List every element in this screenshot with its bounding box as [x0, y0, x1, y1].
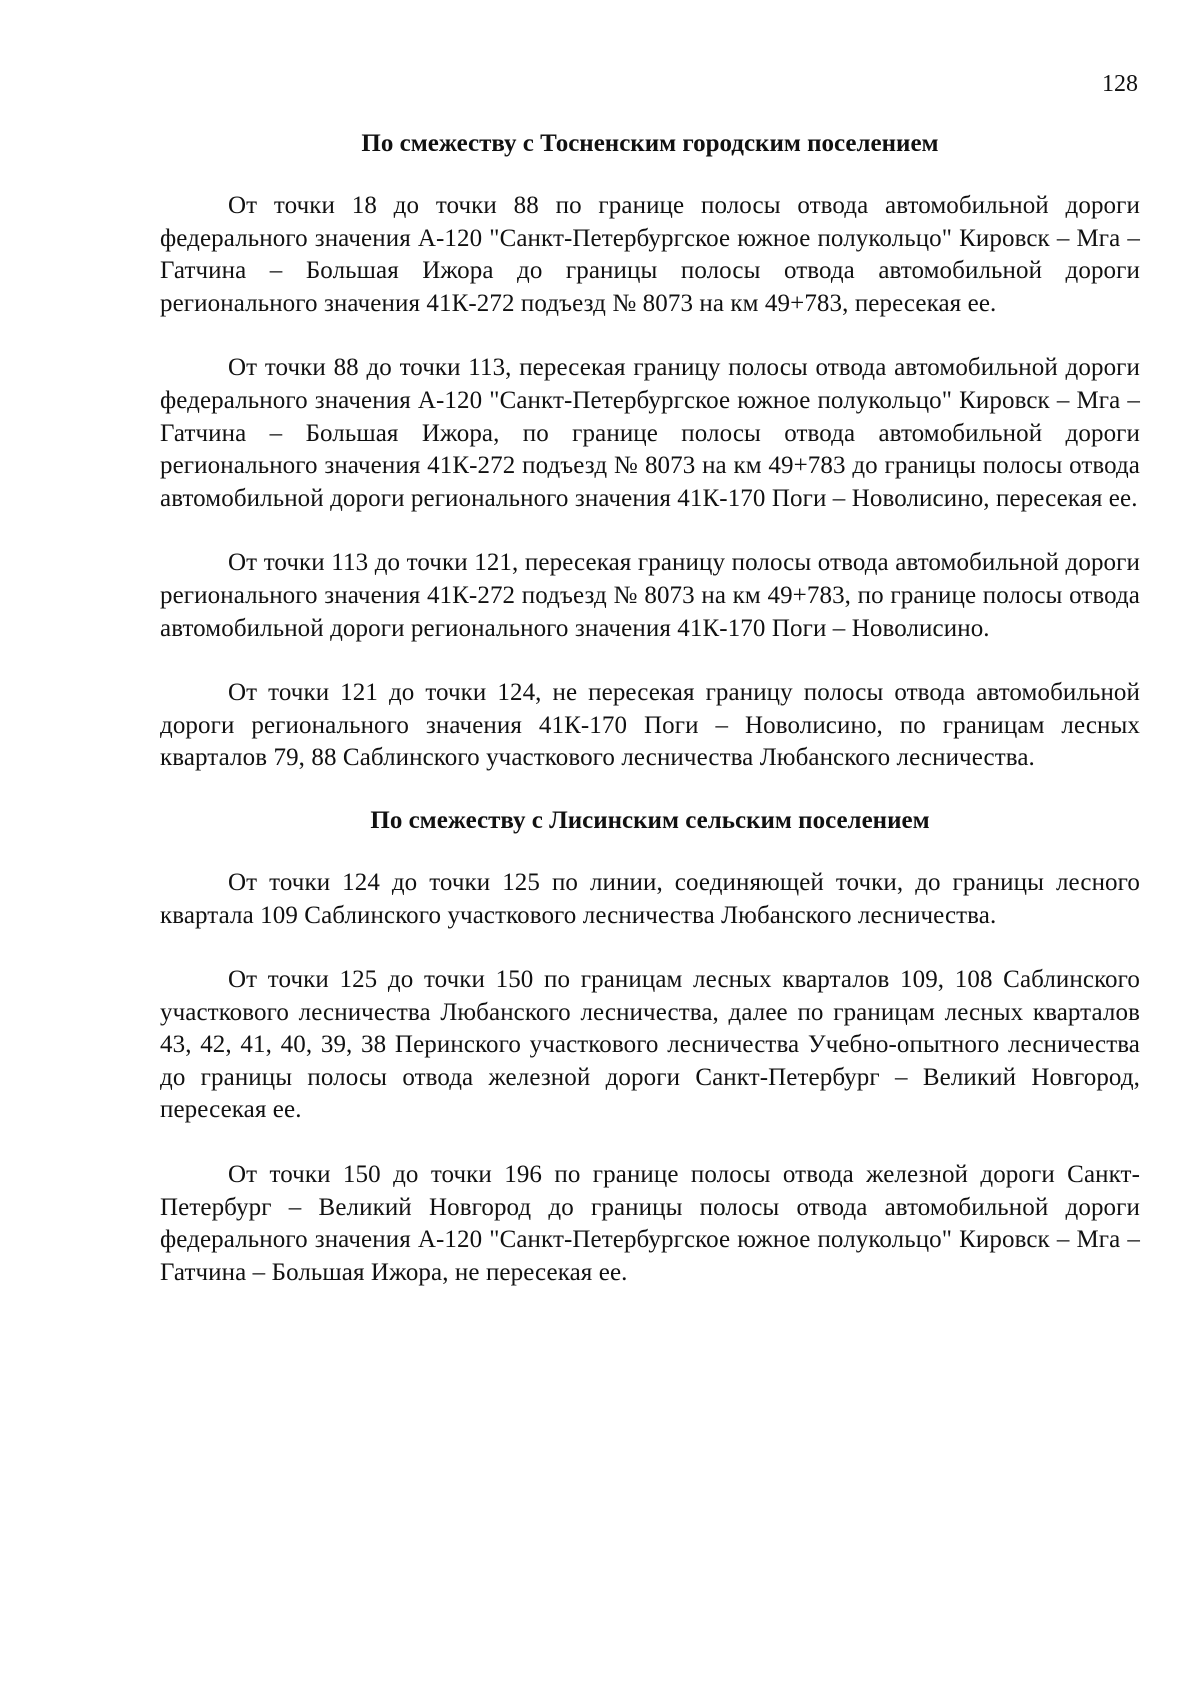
paragraph: От точки 121 до точки 124, не пересекая границу полосы отвода автомобильной дороги регионального значения 41К-170 Поги – Новолисино, по границам лесных кварталов 79, 88 Саблинского участкового лесничества Любанского лесничества. — [160, 679, 1140, 772]
paragraph: От точки 125 до точки 150 по границам лесных кварталов 109, 108 Саблинского участкового лесничества Любанского лесничества, далее по границам лесных кварталов 43, 42, 41, 40, 39, 38 Перинского участкового лесничества Учебно-опытного лесничества до границы полосы отвода железной дороги Санкт-Петербург – Великий Новгород, пересекая ее. — [160, 966, 1140, 1124]
paragraph: От точки 18 до точки 88 по границе полосы отвода автомобильной дороги федерального значения А-120 "Санкт-Петербургское южное полукольцо" Кировск – Мга – Гатчина – Большая Ижора до границы полосы отвода автомобильной дороги регионального значения 41К-272 подъезд № 8073 на км 49+783, пересекая ее. — [160, 192, 1140, 317]
paragraph: От точки 88 до точки 113, пересекая границу полосы отвода автомобильной дороги федерального значения А-120 "Санкт-Петербургское южное полукольцо" Кировск – Мга – Гатчина – Большая Ижора, по границе полосы отвода автомобильной дороги регионального значения 41К-272 подъезд № 8073 на км 49+783 до границы полосы отвода автомобильной дороги регионального значения 41К-170 Поги – Новолисино, пересекая ее. — [160, 354, 1140, 512]
section-lisinskoe — [160, 805, 1140, 1290]
section-tosnenskoe — [160, 128, 1140, 775]
document-body — [160, 128, 1140, 1321]
section-heading: По смежеству с Лисинским сельским поселением — [370, 806, 930, 834]
paragraph: От точки 113 до точки 121, пересекая границу полосы отвода автомобильной дороги регионального значения 41К-272 подъезд № 8073 на км 49+783, по границе полосы отвода автомобильной дороги регионального значения 41К-170 Поги – Новолисино. — [160, 549, 1140, 642]
page-number: 128 — [1102, 71, 1138, 97]
paragraph: От точки 150 до точки 196 по границе полосы отвода железной дороги Санкт-Петербург – Великий Новгород до границы полосы отвода автомобильной дороги федерального значения А-120 "Санкт-Петербургское южное полукольцо" Кировск – Мга – Гатчина – Большая Ижора, не пересекая ее. — [160, 1161, 1140, 1286]
section-heading: По смежеству с Тосненским городским поселением — [361, 130, 939, 157]
paragraph: От точки 124 до точки 125 по линии, соединяющей точки, до границы лесного квартала 109 Саблинского участкового лесничества Любанского лесничества. — [160, 868, 1140, 929]
